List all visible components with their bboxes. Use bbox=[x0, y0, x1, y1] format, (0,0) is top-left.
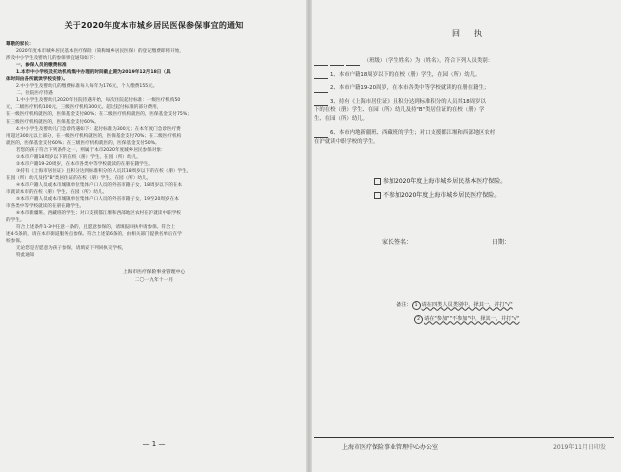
notice-line: 的学生。 bbox=[6, 218, 25, 224]
footer-issuer: 上海市医疗保险事业管理中心办公室 bbox=[342, 444, 439, 451]
category-3: 3、持有《上海市居住证》且积分达到标准积分的人员其18周岁以 bbox=[314, 98, 614, 106]
notice-line: 校参保。 bbox=[6, 239, 25, 245]
receipt-title: 回执 bbox=[452, 29, 496, 38]
category-3-blank[interactable] bbox=[314, 99, 328, 106]
category-1: 1、本市户籍18周岁以下的在校（册）学生，在园（所）幼儿。 bbox=[314, 71, 614, 79]
notice-line: 用超过300元以上部分，在一级医疗机构就医的，医保基金支付70%；在二级医疗机构 bbox=[6, 133, 182, 139]
category-3-cont-a: 下的在校（册）学生、在园（所）幼儿及持"B"类居住证的在校（册）学 bbox=[314, 107, 485, 114]
notice-line: 4.中小学生及婴幼儿门急诊待遇如下：起付标准为300元；在本年度门急诊医疗费 bbox=[16, 126, 181, 132]
notice-line: 1.本市中小学校及托幼机构集中办理的时间截止期为2019年12月18日（具 bbox=[16, 70, 171, 76]
receipt-page bbox=[314, 6, 614, 464]
notice-line: 市就读本市的在校（册）学生、在园（所）幼儿。 bbox=[6, 189, 108, 195]
page-number: — 1 — bbox=[142, 440, 166, 448]
notice-line: 尊敬的家长： bbox=[6, 42, 34, 47]
notice-line: 无论您是否愿意为孩子参保，请填妥下列回执交学校。 bbox=[16, 246, 127, 252]
notice-line: 2020年度本市城乡居民基本医疗保险（简称城乡居民医保）的登记缴费即将开始， bbox=[16, 49, 184, 55]
notice-line: 述4-5条的，请在本市街道服务点参保。符合上述第6条的，由相关部门提供名单后在学 bbox=[6, 232, 182, 238]
notice-line: ④本市户籍人员或本市城镇单位集体户口人员的外省市籍子女，18周岁以下的在本 bbox=[16, 182, 183, 188]
date-label: 日期： bbox=[491, 238, 510, 246]
notice-line: 符合上述条件1-3中任意一条的，且愿意参保的，请填报回执申请参保。符合上 bbox=[16, 225, 176, 231]
notice-line: 1.中小学生及婴幼儿2020年住院待遇开始，每次住院起付标准：一级医疗机构50 bbox=[16, 98, 181, 104]
notice-line: ③持有《上海市居住证》且积分达到标准积分的人员其18周岁以下的在校（册）学生、 bbox=[16, 168, 192, 174]
category-1-blank[interactable] bbox=[314, 72, 328, 79]
choice-no[interactable]: 不参加2020年度上海市城乡居民医疗保险。 bbox=[374, 189, 614, 203]
notice-line: ⑥本市新疆班、西藏班的学生；对口支援都江堰和西部地区农村在沪就读中职学校 bbox=[16, 211, 181, 217]
notes bbox=[396, 298, 614, 326]
issuer-name: 上海市医疗保险事业管理中心 bbox=[122, 270, 186, 276]
issue-date: 二〇一九年十一月 bbox=[134, 278, 174, 284]
notice-line: 涉及中小学生及婴幼儿的参保事宜通知如下： bbox=[6, 56, 98, 62]
category-2: 2、本市户籍19-20周岁，在本市各类中等学校就读的在册在籍生； bbox=[314, 84, 614, 92]
notice-page bbox=[6, 6, 302, 464]
notice-line: 体时间由各所就读学校安排）。 bbox=[6, 77, 69, 83]
notice-line: 在园（所）幼儿及持"B"类居住证的在校（册）学生、在园（所）幼儿。 bbox=[6, 175, 152, 181]
student-blank[interactable] bbox=[346, 59, 360, 66]
notice-line: 一、参保人员的缴费标准 bbox=[16, 63, 67, 69]
choice-no-checkbox[interactable] bbox=[374, 192, 381, 199]
notice-line: ⑤本市户籍人员或本市城镇单位集体户口人员的外省市籍子女，19至20周岁在本 bbox=[16, 197, 179, 203]
category-3-cont-b: 生、在园（所）幼儿。 bbox=[314, 116, 368, 123]
notice-line: 在三级医疗机构就医的，医保基金支付60%。 bbox=[6, 119, 99, 125]
issuer-signature bbox=[6, 269, 302, 285]
category-6-blank[interactable] bbox=[314, 131, 328, 138]
name-blank[interactable] bbox=[330, 59, 344, 66]
category-2-blank[interactable] bbox=[314, 86, 328, 93]
notice-line: 市各类中等学校就读的在册在籍学生。 bbox=[6, 204, 85, 210]
notice-line: 就医的，医保基金支付60%；在三级医疗机构就医的，医保基金支付50%。 bbox=[6, 140, 160, 146]
notice-line: 二、住院医疗待遇 bbox=[16, 91, 53, 97]
notice-line: ①本市户籍18周岁以下的在校（册）学生、在园（所）幼儿。 bbox=[16, 154, 141, 160]
circle-one-icon: 1 bbox=[412, 301, 421, 310]
footer-date: 2019年11月日印发 bbox=[553, 444, 606, 451]
category-6: 6、本市内地新疆班、西藏班的学生；对口支援都江堰和西部地区农村 bbox=[314, 129, 614, 137]
choice-yes[interactable]: 参加2020年度上海市城乡居民基本医疗保险。 bbox=[374, 175, 614, 189]
footer-divider bbox=[314, 437, 614, 438]
note-2: 2 请在"参加""不参加"中，择其一，并打"√" bbox=[414, 312, 614, 326]
note-1: 备注： 1 请在四类人员类别中，择其一，并打"√" bbox=[396, 301, 513, 308]
notice-body bbox=[6, 41, 302, 259]
notice-line: 特此通知 bbox=[16, 253, 35, 259]
notice-line: 元，二级医疗机构100元，三级医疗机构300元。超过起付标准的部分费用， bbox=[6, 105, 162, 111]
notice-line: 2.中小学生及婴幼儿的缴费标准每人每年为176元，个人缴费155元。 bbox=[16, 84, 158, 90]
notice-line: 若您的孩子符合下列条件之一，则属于本市2020年度城乡居民参保对象： bbox=[16, 147, 166, 153]
parent-sign-label: 家长签名： bbox=[382, 238, 413, 246]
circle-two-icon: 2 bbox=[414, 315, 423, 324]
notice-title: 关于2020年度本市城乡居民医保参保事宜的通知 bbox=[64, 21, 244, 30]
signature-row bbox=[382, 237, 614, 246]
class-blank[interactable] bbox=[314, 59, 328, 66]
receipt-intro: （班级）（学生姓名）为（姓名），符合下列人员类别： bbox=[314, 57, 614, 66]
choice-yes-checkbox[interactable] bbox=[374, 178, 381, 185]
page-fold bbox=[306, 0, 312, 472]
notice-line: 在一级医疗机构就医的，医保基金支付80%；在二级医疗机构就医的，医保基金支付75%； bbox=[6, 112, 192, 118]
notice-line: ②本市户籍19-20周岁，在本市各类中等学校就读的在册在籍学生。 bbox=[16, 161, 153, 167]
category-6-cont: 在沪就读中职学校的学生。 bbox=[314, 138, 379, 145]
